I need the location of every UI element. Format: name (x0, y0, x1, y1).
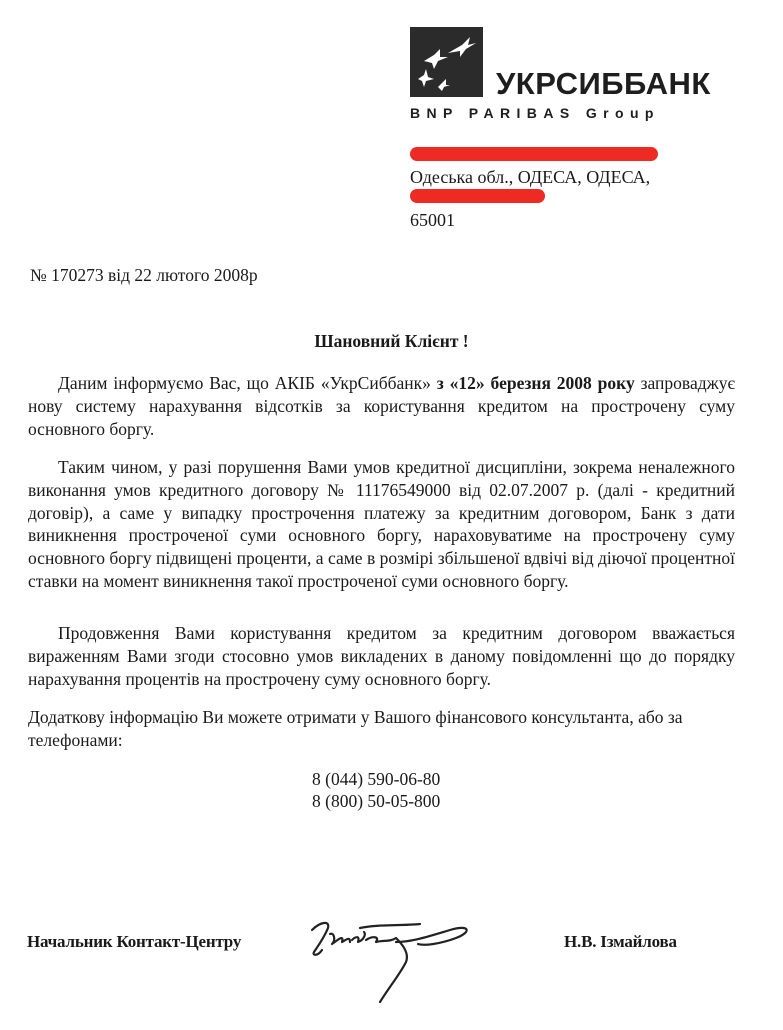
phone-number: 8 (800) 50-05-800 (312, 791, 441, 811)
signatory-name: Н.В. Ізмайлова (564, 932, 677, 951)
bank-group: BNP PARIBAS Group (410, 105, 660, 121)
phone-number: 8 (044) 590-06-80 (312, 769, 441, 789)
paragraph-notice-date: з «12» березня 2008 року (436, 373, 635, 393)
bank-logo-icon (410, 27, 483, 97)
paragraph-contact-info: Додаткову інформацію Ви можете отримати у Вашого фінансового консультанта, або за телефонами: (28, 707, 683, 750)
bank-name: УКРСИББАНК (496, 66, 711, 101)
phone-list (312, 768, 440, 812)
paragraph-terms: Таким чином, у разі порушення Вами умов кредитної дисципліни, зокрема неналежного виконання умов кредитного договору № 11176549000 від 02.07.2007 р. (далі - кредитний договір), а саме у випадку прострочення платежу за кредитним договором, Банк з дати виникнення простроченої суми основного боргу, нараховуватиме на прострочену суму основного боргу підвищені проценти, а саме в розмірі збільшеної вдвічі від діючої процентної ставки на момент виникнення такої простроченої суми основного боргу. (28, 457, 735, 591)
greeting: Шановний Клієнт ! (314, 331, 469, 351)
paragraph-notice (28, 372, 735, 440)
paragraph-notice-text-a: Даним інформуємо Вас, що АКІБ «УкрСиббанк» (58, 373, 437, 393)
redacted-address-line-3 (410, 189, 545, 203)
recipient-postal-code: 65001 (410, 210, 455, 230)
paragraph-notice-text-b: запроваджує нову систему нарахування відсотків за користування кредитом на прострочену суму основного боргу. (28, 373, 735, 439)
redacted-address-line-1 (410, 147, 658, 161)
paragraph-consent: Продовження Вами користування кредитом за кредитним договором вважається вираженням Вами згоди стосовно умов викладених в даному повідомленні що до порядку нарахування процентів на прострочену суму основного боргу. (28, 623, 735, 689)
recipient-city: Одеська обл., ОДЕСА, ОДЕСА, (410, 167, 651, 187)
signatory-position: Начальник Контакт-Центру (27, 932, 242, 951)
handwritten-signature-icon (300, 912, 480, 1012)
letter-reference: № 170273 від 22 лютого 2008р (30, 265, 258, 285)
